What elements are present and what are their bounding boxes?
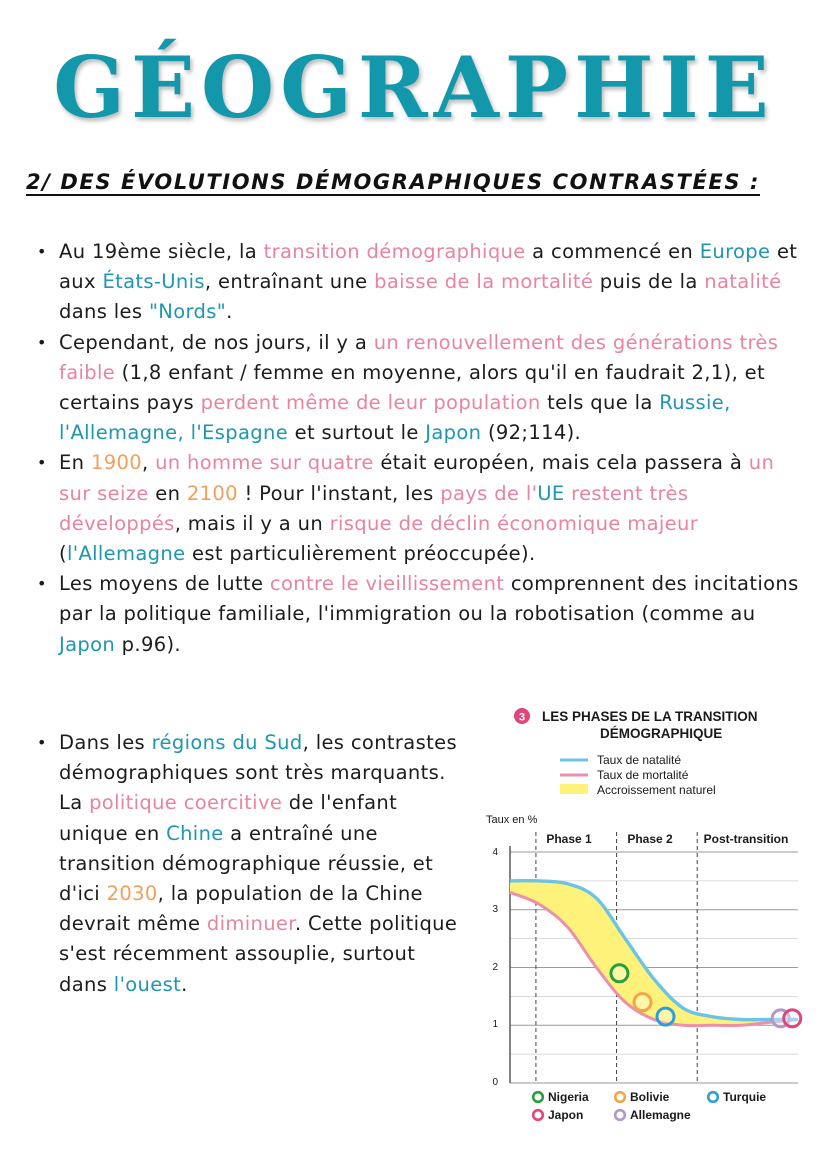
bullet-vieillissement: • Les moyens de lutte contre le vieillissement comprennent des incitations par la politique familiale, l'immigration ou la robotisation (comme au Japon p.96). <box>59 569 799 660</box>
figure-number: 3 <box>518 711 526 724</box>
legend-growth-swatch <box>560 784 588 794</box>
japon-legend-label: Japon <box>548 1108 584 1122</box>
turquie-legend-label: Turquie <box>723 1090 767 1104</box>
nigeria-legend-marker <box>533 1092 543 1102</box>
japon-marker <box>784 1010 801 1027</box>
nigeria-marker <box>611 965 628 982</box>
natural-growth-area <box>510 881 798 1026</box>
bolivie-legend-label: Bolivie <box>630 1090 670 1104</box>
section-heading: 2/ DES ÉVOLUTIONS DÉMOGRAPHIQUES CONTRASTÉES : <box>26 170 760 194</box>
y-tick-4: 4 <box>492 847 498 858</box>
transition-chart <box>480 700 810 1140</box>
legend-birth-label: Taux de natalité <box>597 753 682 767</box>
turquie-marker <box>657 1008 674 1025</box>
nigeria-legend-label: Nigeria <box>548 1090 589 1104</box>
bullet-list-bottom <box>59 728 469 1000</box>
y-tick-1: 1 <box>492 1019 498 1030</box>
legend-growth-label: Accroissement naturel <box>597 783 716 797</box>
page-title: GÉOGRAPHIE <box>53 38 775 137</box>
turquie-legend-marker <box>708 1092 718 1102</box>
bullet-renouvellement: • Cependant, de nos jours, il y a un renouvellement des générations très faible (1,8 enfant / femme en moyenne, alors qu'il en faudrait 2,1), et certains pays perdent même de leur population tels que la Russie, l'Allemagne, l'Espagne et surtout le Japon (92;114). <box>59 328 799 449</box>
bullet-list-top <box>59 237 799 660</box>
bolivie-marker <box>634 994 651 1011</box>
y-tick-0: 0 <box>492 1077 498 1088</box>
phase-1-label: Phase 1 <box>546 832 592 846</box>
japon-legend-marker <box>533 1110 543 1120</box>
allemagne-legend-label: Allemagne <box>630 1108 691 1122</box>
figure-title-line2: DÉMOGRAPHIQUE <box>600 726 723 741</box>
bullet-regions-sud: • Dans les régions du Sud, les contrastes démographiques sont très marquants. La politique coercitive de l'enfant unique en Chine a entraîné une transition démographique réussie, et d'ici 2030, la population de la Chine devrait même diminuer. Cette politique s'est récemment assouplie, surtout dans l'ouest. <box>59 728 469 1000</box>
figure-title-line1: LES PHASES DE LA TRANSITION <box>542 709 758 724</box>
allemagne-legend-marker <box>615 1110 625 1120</box>
bullet-transition: • Au 19ème siècle, la transition démographique a commencé en Europe et aux États-Unis, entraînant une baisse de la mortalité puis de la natalité dans les "Nords". <box>59 237 799 328</box>
phase-post-label: Post-transition <box>703 832 789 846</box>
plot-area <box>510 832 801 1083</box>
phase-2-label: Phase 2 <box>627 832 673 846</box>
transition-figure <box>480 700 810 1140</box>
bolivie-legend-marker <box>615 1092 625 1102</box>
y-tick-3: 3 <box>492 904 498 915</box>
bullet-europe-decline: • En 1900, un homme sur quatre était européen, mais cela passera à un sur seize en 2100 ! Pour l'instant, les pays de l'UE restent très développés, mais il y a un risque de déclin économique majeur (l'Allemagne est particulièrement préoccupée). <box>59 448 799 569</box>
y-tick-2: 2 <box>492 962 498 973</box>
legend-death-label: Taux de mortalité <box>597 768 689 782</box>
y-axis-label: Taux en % <box>486 814 538 826</box>
